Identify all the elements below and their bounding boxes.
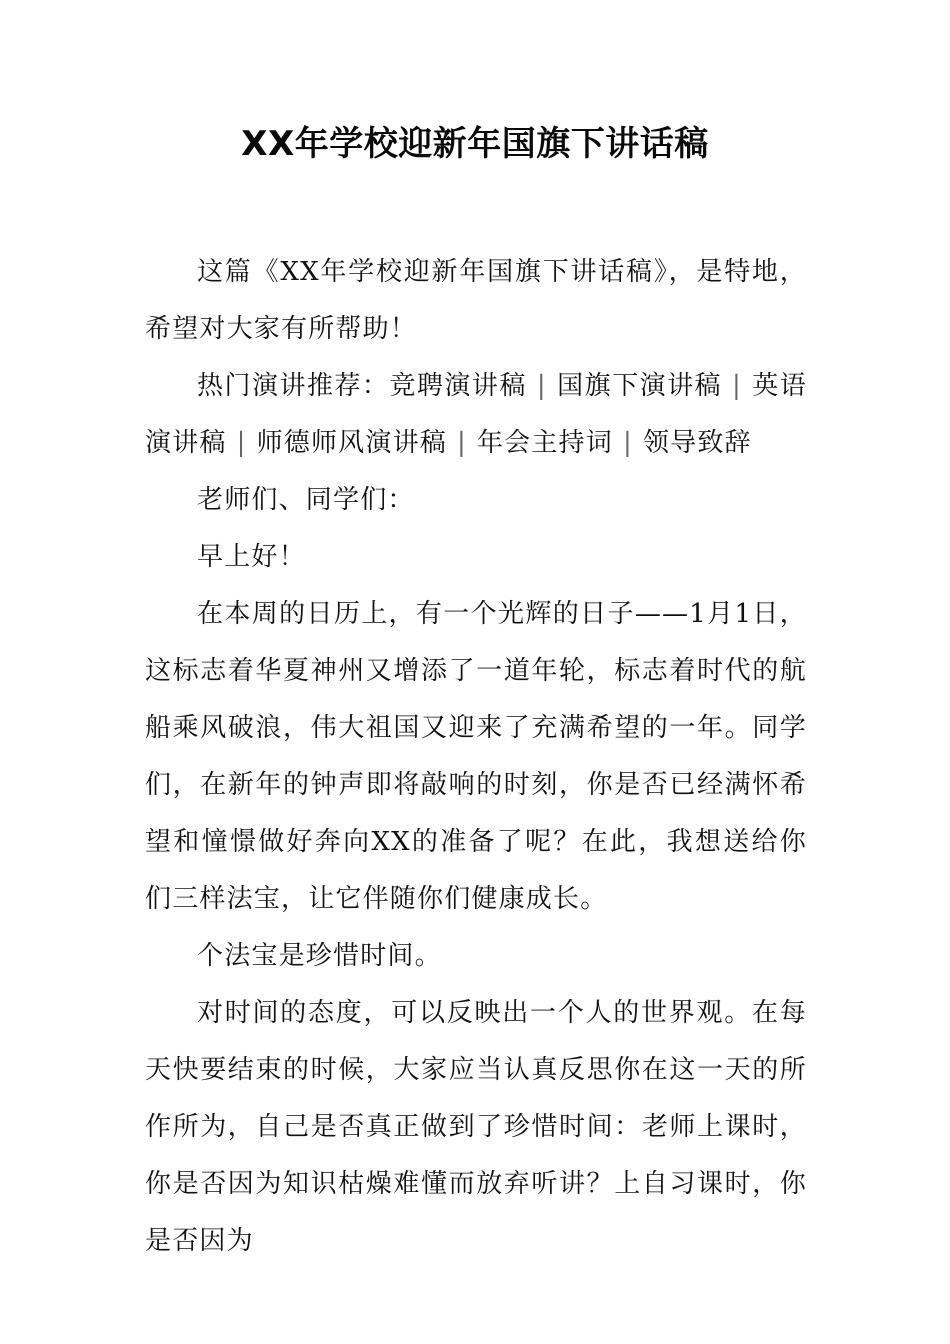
greeting-paragraph: 老师们、同学们：: [197, 485, 415, 515]
intro-paragraph: 这篇《XX年学校迎新年国旗下讲话稿》，是特地，希望对大家有所帮助！: [145, 257, 807, 344]
recommend-separator: |: [732, 371, 743, 401]
recommend-separator: |: [236, 428, 247, 458]
morning-paragraph: 早上好！: [197, 542, 306, 572]
document-body: [145, 244, 807, 1270]
body-paragraph: 对时间的态度，可以反映出一个人的世界观。在每天快要结束的时候，大家应当认真反思你在这一天的所作所为，自己是否真正做到了珍惜时间：老师上课时，你是否因为知识枯燥难懂而放弃听讲？上自习课时，你是否因为: [145, 998, 807, 1256]
page-title: XX年学校迎新年国旗下讲话稿: [241, 124, 709, 164]
recommend-link-guoqixia[interactable]: 国旗下演讲稿: [556, 371, 723, 401]
recommend-link-jingpin[interactable]: 竞聘演讲稿: [389, 371, 527, 401]
recommend-separator: |: [456, 428, 467, 458]
recommend-separator: |: [536, 371, 547, 401]
recommend-link-yingyu[interactable]: 英语演讲稿: [145, 371, 807, 458]
body-paragraph: 在本周的日历上，有一个光辉的日子——1月1日，这标志着华夏神州又增添了一道年轮，标志着时代的航船乘风破浪，伟大祖国又迎来了充满希望的一年。同学们，在新年的钟声即将敲响的时刻，你是否已经满怀希望和憧憬做好奔向XX的准备了呢？在此，我想送给你们三样法宝，让它伴随你们健康成长。: [145, 599, 807, 914]
recommend-label: 热门演讲推荐：: [197, 371, 390, 401]
recommend-link-lingdao[interactable]: 领导致辞: [642, 428, 752, 458]
body-paragraph: 个法宝是珍惜时间。: [197, 941, 442, 971]
recommend-paragraph: [145, 358, 807, 472]
recommend-link-shide[interactable]: 师德师风演讲稿: [256, 428, 447, 458]
recommend-separator: |: [622, 428, 633, 458]
recommend-link-nianhui[interactable]: 年会主持词: [476, 428, 613, 458]
